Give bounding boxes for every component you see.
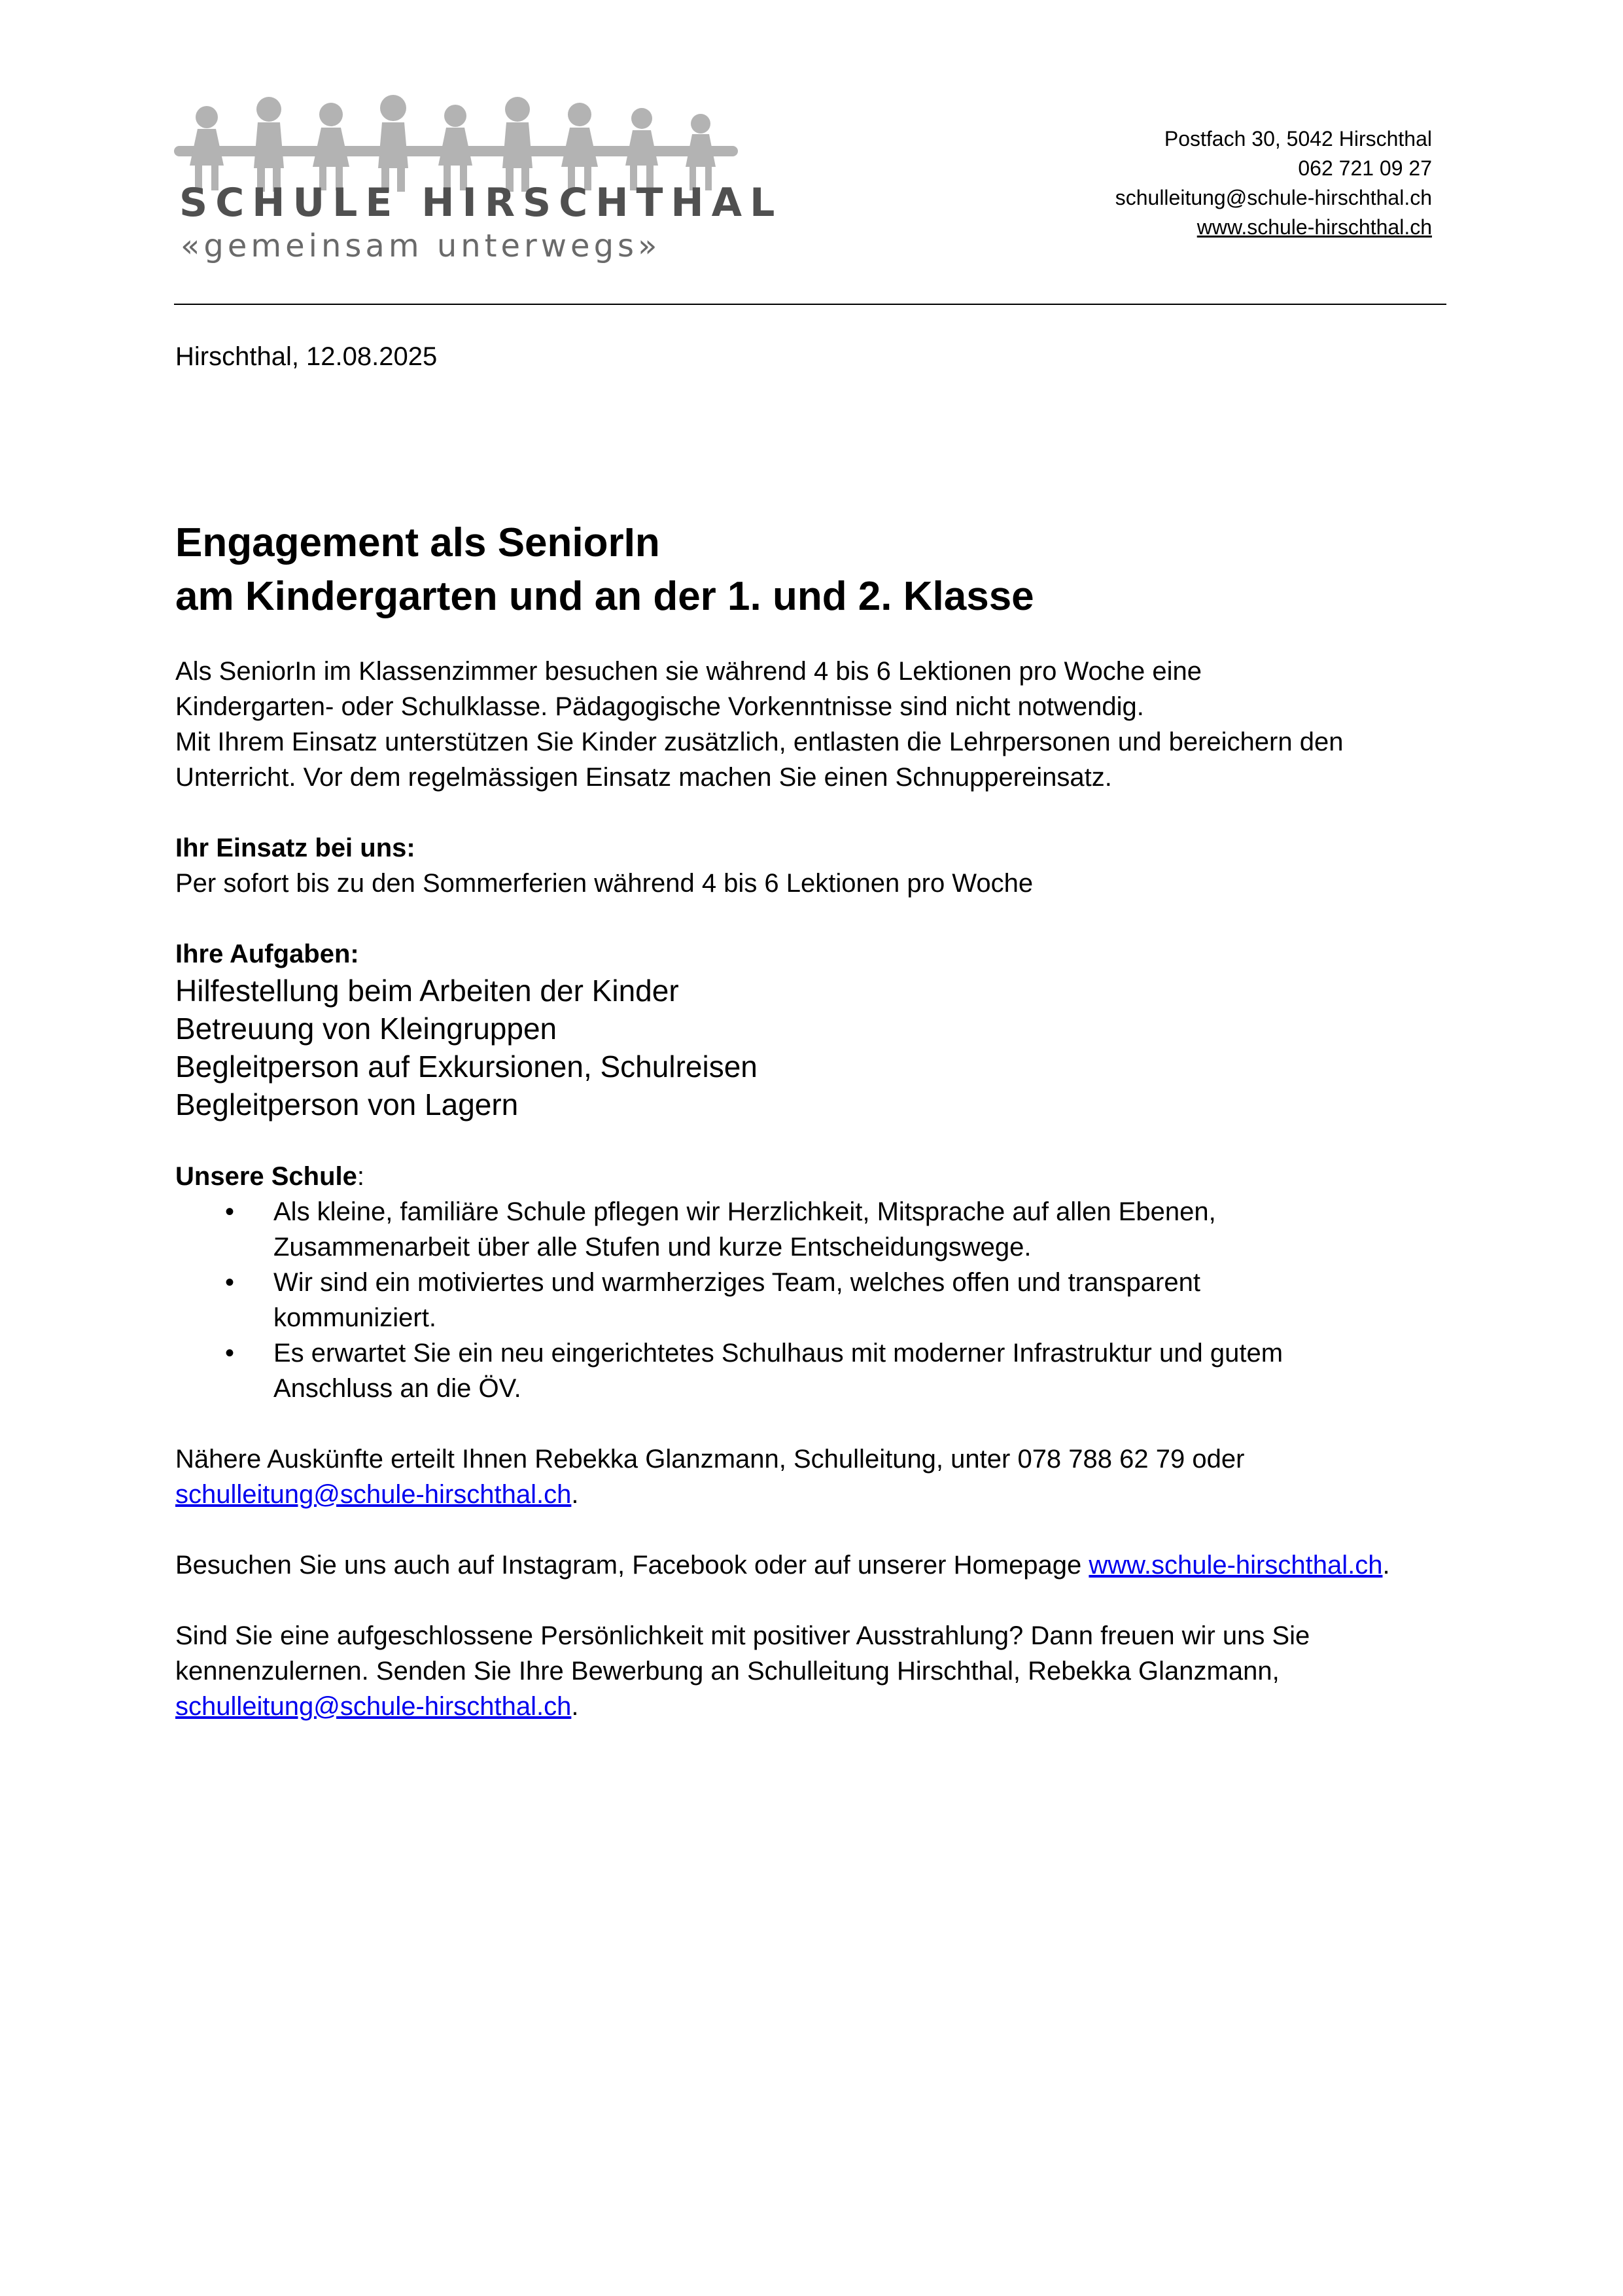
- aufgaben-item: Begleitperson auf Exkursionen, Schulreisen: [175, 1050, 758, 1084]
- list-item: [175, 1265, 1471, 1335]
- einsatz-section: [175, 830, 1471, 901]
- list-item-line: Anschluss an die ÖV.: [273, 1374, 521, 1403]
- school-logo: [174, 95, 783, 273]
- bullet-icon: •: [225, 1339, 235, 1368]
- header-divider: [174, 304, 1446, 305]
- contact-email: schulleitung@schule-hirschthal.ch: [1115, 186, 1432, 209]
- period: .: [1382, 1551, 1390, 1580]
- closing-line: Sind Sie eine aufgeschlossene Persönlichkeit mit positiver Ausstrahlung? Dann freuen wir uns Sie: [175, 1621, 1310, 1650]
- period: .: [571, 1692, 579, 1721]
- closing-email-line: [175, 1689, 1471, 1724]
- aufgaben-section: [175, 936, 1471, 1123]
- logo-school-name: SCHULE HIRSCHTHAL: [179, 180, 783, 226]
- schule-heading-colon: :: [357, 1162, 365, 1191]
- list-item-line: kommuniziert.: [273, 1303, 436, 1332]
- aufgaben-item: Hilfestellung beim Arbeiten der Kinder: [175, 974, 679, 1008]
- schule-heading-label: Unsere Schule: [175, 1162, 357, 1191]
- auskunft-email-link[interactable]: schulleitung@schule-hirschthal.ch: [175, 1480, 572, 1509]
- list-item-line: Wir sind ein motiviertes und warmherziges Team, welches offen und transparent: [273, 1268, 1200, 1297]
- logo-tagline: «gemeinsam unterwegs»: [181, 228, 661, 264]
- auskunft-line: Nähere Auskünfte erteilt Ihnen Rebekka Glanzmann, Schulleitung, unter 078 788 62 79 oder: [175, 1445, 1245, 1474]
- title-line-1: Engagement als SeniorIn: [175, 520, 660, 565]
- closing-paragraph: [175, 1618, 1471, 1724]
- schule-heading: [175, 1159, 1471, 1194]
- title-line-2: am Kindergarten und an der 1. und 2. Klasse: [175, 574, 1034, 619]
- social-line: [175, 1547, 1471, 1583]
- document-title: [175, 516, 1034, 624]
- einsatz-text: Per sofort bis zu den Sommerferien während 4 bis 6 Lektionen pro Woche: [175, 869, 1034, 898]
- aufgaben-heading: Ihre Aufgaben:: [175, 940, 359, 968]
- intro-line: Als SeniorIn im Klassenzimmer besuchen sie während 4 bis 6 Lektionen pro Woche eine: [175, 657, 1202, 686]
- list-item-line: Als kleine, familiäre Schule pflegen wir Herzlichkeit, Mitsprache auf allen Ebenen,: [273, 1197, 1216, 1226]
- schule-section: [175, 1159, 1471, 1406]
- homepage-link[interactable]: www.schule-hirschthal.ch: [1089, 1551, 1383, 1580]
- bullet-icon: •: [225, 1197, 235, 1226]
- contact-address: Postfach 30, 5042 Hirschthal: [1164, 127, 1432, 150]
- einsatz-heading: Ihr Einsatz bei uns:: [175, 834, 415, 862]
- list-item-line: Es erwartet Sie ein neu eingerichtetes Schulhaus mit moderner Infrastruktur und gutem: [273, 1339, 1283, 1368]
- contact-website-link[interactable]: www.schule-hirschthal.ch: [1196, 215, 1432, 239]
- date-line: Hirschthal, 12.08.2025: [175, 342, 438, 371]
- aufgaben-item: Begleitperson von Lagern: [175, 1087, 519, 1122]
- aufgaben-item: Betreuung von Kleingruppen: [175, 1012, 557, 1046]
- schule-list: [175, 1194, 1471, 1406]
- list-item: [175, 1335, 1471, 1406]
- list-item: [175, 1194, 1471, 1265]
- contact-block: [1115, 124, 1432, 242]
- intro-paragraph: [175, 654, 1471, 795]
- bullet-icon: •: [225, 1268, 235, 1297]
- contact-phone: 062 721 09 27: [1298, 156, 1432, 180]
- intro-line: Unterricht. Vor dem regelmässigen Einsatz machen Sie einen Schnuppereinsatz.: [175, 763, 1112, 792]
- social-text: Besuchen Sie uns auch auf Instagram, Facebook oder auf unserer Homepage: [175, 1551, 1089, 1580]
- closing-line: kennenzulernen. Senden Sie Ihre Bewerbung an Schulleitung Hirschthal, Rebekka Glanzmann,: [175, 1657, 1280, 1686]
- list-item-line: Zusammenarbeit über alle Stufen und kurze Entscheidungswege.: [273, 1233, 1032, 1262]
- period: .: [571, 1480, 579, 1509]
- children-chain-icon: [174, 95, 738, 193]
- social-paragraph: [175, 1547, 1471, 1583]
- closing-email-link[interactable]: schulleitung@schule-hirschthal.ch: [175, 1692, 572, 1721]
- auskunft-email-line: [175, 1477, 1471, 1512]
- document-body: [175, 654, 1471, 1759]
- intro-line: Kindergarten- oder Schulklasse. Pädagogische Vorkenntnisse sind nicht notwendig.: [175, 692, 1144, 721]
- auskunft-paragraph: [175, 1441, 1471, 1512]
- intro-line: Mit Ihrem Einsatz unterstützen Sie Kinder zusätzlich, entlasten die Lehrpersonen und bereichern den: [175, 728, 1344, 756]
